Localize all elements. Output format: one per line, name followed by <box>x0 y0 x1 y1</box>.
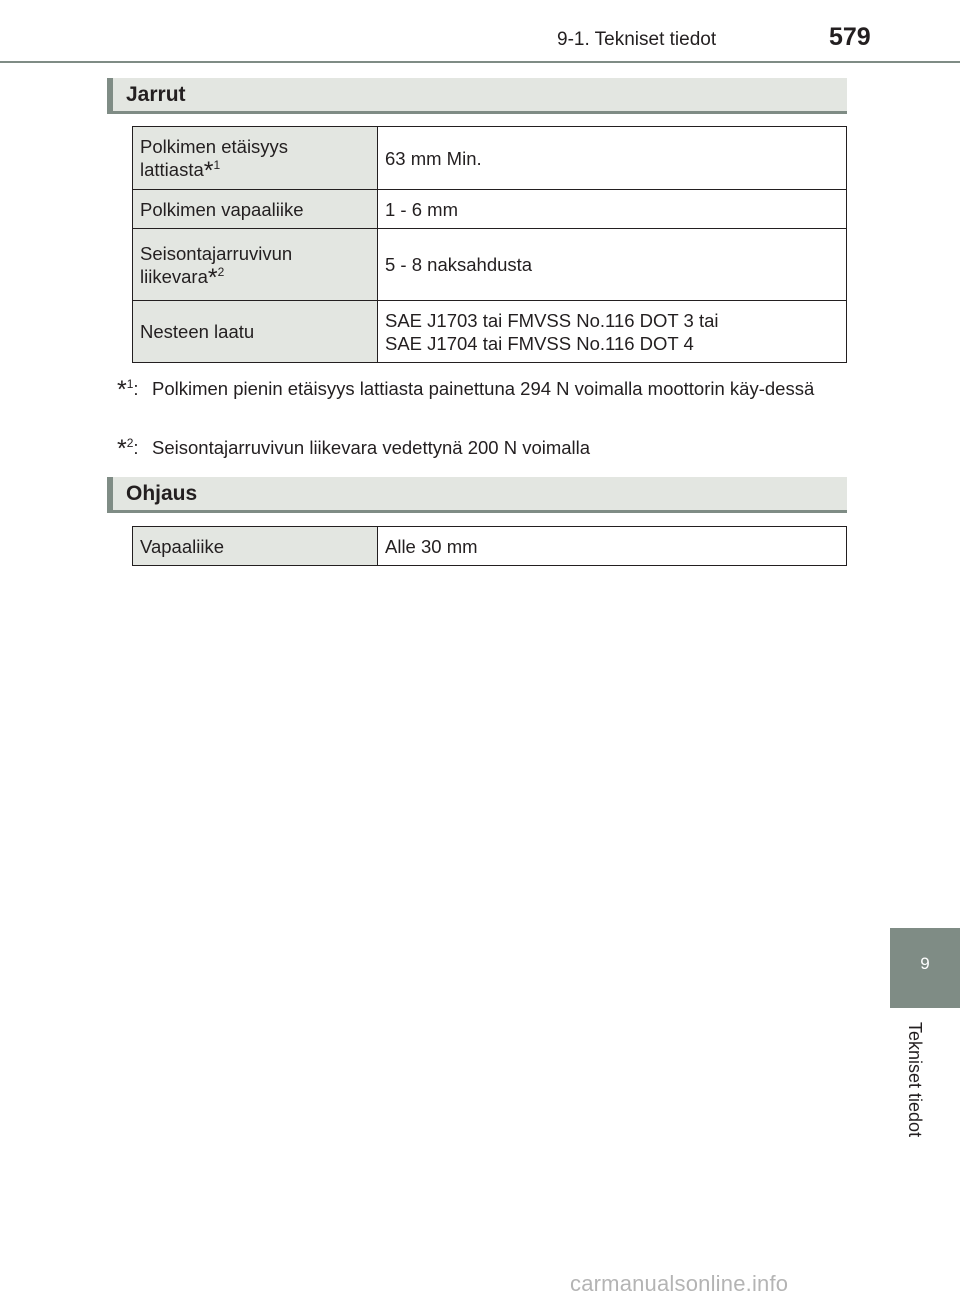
footnote-asterisk: * <box>207 263 218 292</box>
row-label <box>133 229 378 301</box>
footnote-ref: 2 <box>217 264 225 279</box>
table-row <box>133 527 847 566</box>
row-label: Nesteen laatu <box>133 301 378 363</box>
footnote-ref: 2 <box>126 435 134 450</box>
row-value: 5 - 8 naksahdusta <box>378 229 847 301</box>
steering-table <box>132 526 847 566</box>
section-title: 9-1. Tekniset tiedot <box>557 29 717 50</box>
footnote-ref: 1 <box>213 157 221 172</box>
chapter-tab <box>890 928 960 1008</box>
footnote-marker: *$^1$: <box>117 376 139 404</box>
footnote-asterisk: * <box>117 435 127 463</box>
row-label: Vapaaliike <box>133 527 378 566</box>
row-label <box>133 127 378 190</box>
footnote-text: Seisontajarruvivun liikevara vedettynä 200 N voimalla <box>152 437 591 458</box>
section-heading-brakes <box>107 78 847 114</box>
table-row <box>133 301 847 363</box>
footnote-text: Polkimen pienin etäisyys lattiasta painettuna 294 N voimalla moottorin käy-dessä <box>152 378 815 399</box>
footnote-ref: 1 <box>126 376 134 391</box>
footnote-asterisk: * <box>203 157 214 185</box>
table-row <box>133 229 847 301</box>
table-row <box>133 190 847 229</box>
section-heading-label: Ohjaus <box>126 482 198 505</box>
row-value: Alle 30 mm <box>378 527 847 566</box>
watermark: carmanualsonline.info <box>570 1271 789 1296</box>
footnote-marker: *$^2$: <box>117 435 139 463</box>
row-label-text: Seisontajarruvivun liikevara <box>140 242 293 287</box>
footnote-asterisk: * <box>117 376 127 404</box>
row-value: 63 mm Min. <box>378 127 847 190</box>
chapter-label: Tekniset tiedot <box>905 1022 925 1138</box>
row-value-line: SAE J1703 tai FMVSS No.116 DOT 3 tai <box>385 309 719 331</box>
section-heading-label: Jarrut <box>126 83 186 106</box>
row-value-line: SAE J1704 tai FMVSS No.116 DOT 4 <box>385 332 694 354</box>
row-label: Polkimen vapaaliike <box>133 190 378 229</box>
table-row <box>133 127 847 190</box>
header-divider <box>0 61 960 63</box>
section-heading-steering <box>107 477 847 513</box>
brakes-table <box>132 126 847 363</box>
row-value: 1 - 6 mm <box>378 190 847 229</box>
chapter-number: 9 <box>920 954 930 973</box>
page-number: 579 <box>829 23 871 51</box>
row-value <box>378 301 847 363</box>
row-label-text: Polkimen etäisyys lattiasta <box>140 136 289 180</box>
